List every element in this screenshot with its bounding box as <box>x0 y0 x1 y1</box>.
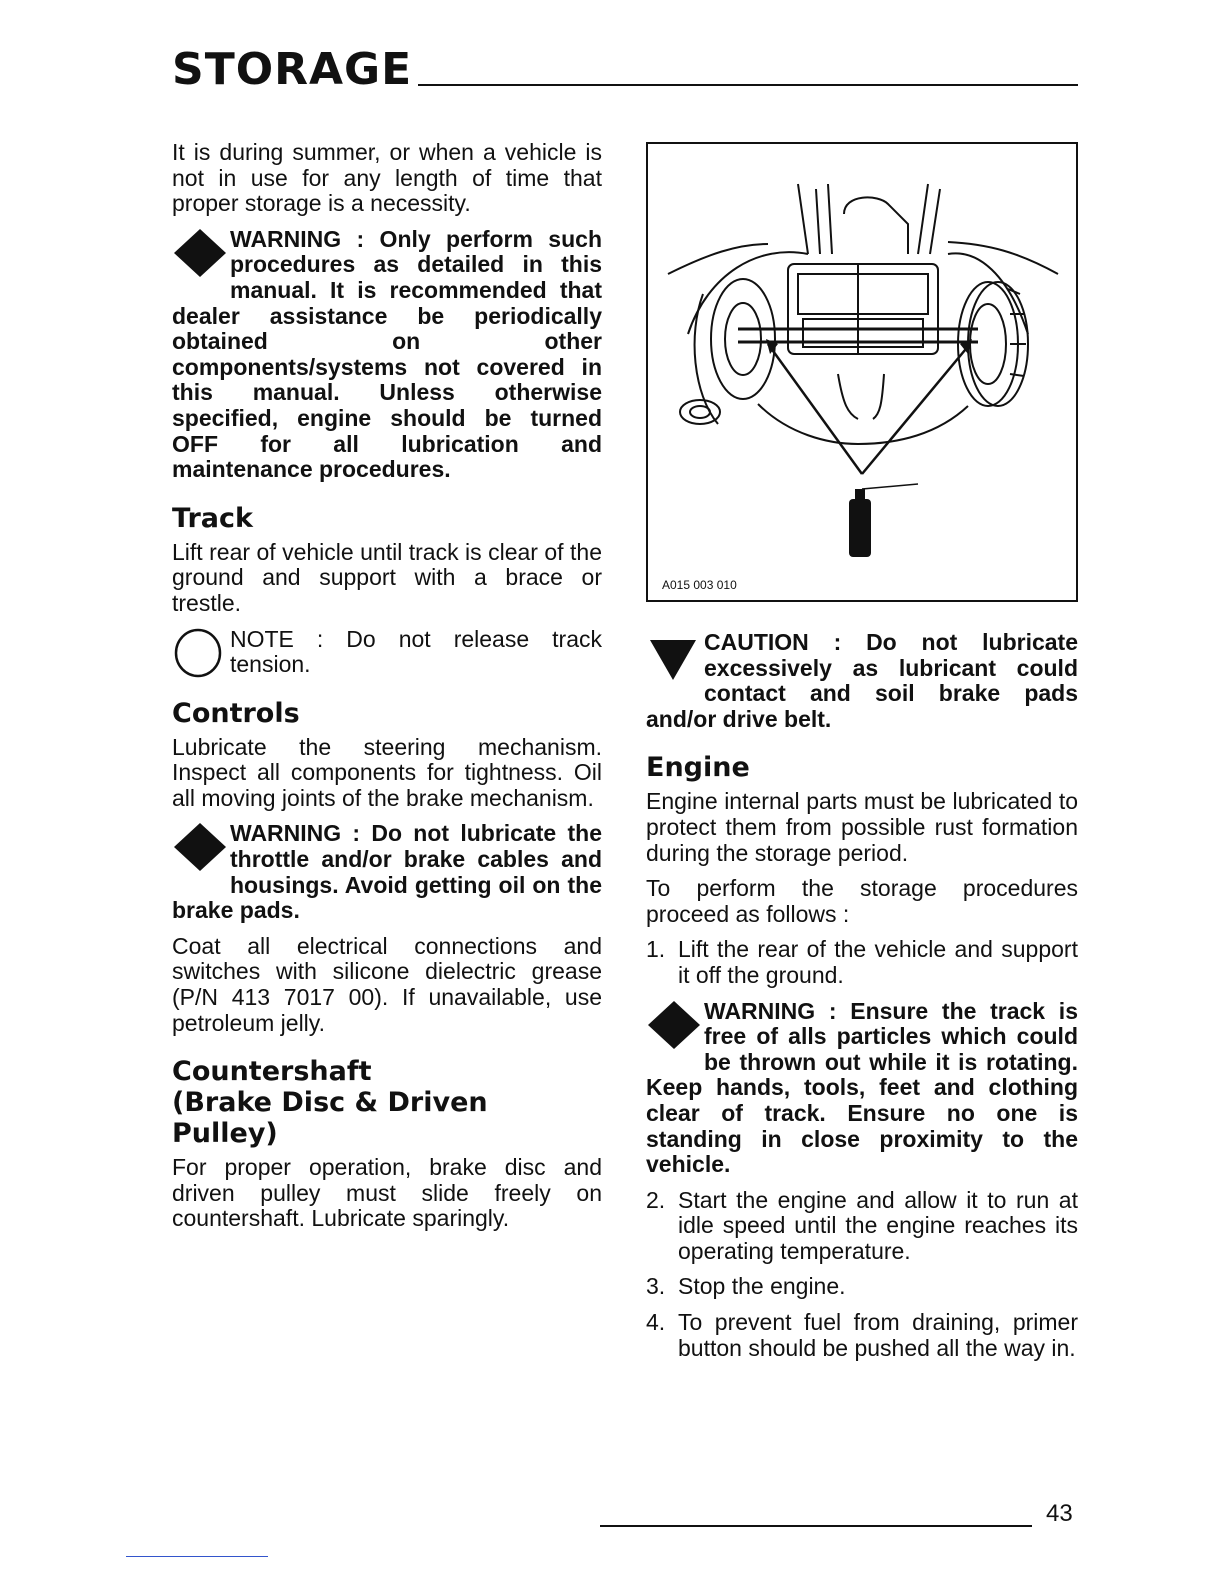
list-item: 4. To prevent fuel from draining, primer button should be pushed all the way in. <box>646 1309 1078 1361</box>
track-paragraph: Lift rear of vehicle until track is clear of the ground and support with a brace or trestle. <box>172 538 602 616</box>
perform-paragraph: To perform the storage procedures proceed as follows : <box>646 875 1078 927</box>
intro-paragraph: It is during summer, or when a vehicle is not in use for any length of time that proper storage is a necessity. <box>172 139 602 217</box>
warning-text-1: WARNING : Only perform such procedures as detailed in this manual. It is recommended that dealer assistance be periodically obtained on other components/systems not covered in this manual. Unless otherwise specified, engine should be turned OFF for all lubrication and maintenance procedures. <box>172 225 602 483</box>
header-rule <box>418 84 1078 86</box>
caution-text: CAUTION : Do not lubricate excessively as lubricant could contact and soil brake pads and/or drive belt. <box>646 629 1078 732</box>
controls-heading: Controls <box>172 697 300 729</box>
procedure-steps-continued <box>646 1188 1078 1362</box>
list-item: 1. Lift the rear of the vehicle and support it off the ground. <box>646 936 1078 988</box>
coat-paragraph: Coat all electrical connections and switches with silicone dielectric grease (P/N 413 7017 00). If unavailable, use petroleum jelly. <box>172 932 602 1036</box>
countershaft-heading: Countershaft <box>172 1056 372 1088</box>
page-header <box>172 44 1078 94</box>
bottom-edge-mark <box>126 1556 268 1557</box>
warning-diamond-icon <box>646 999 704 1051</box>
controls-paragraph: Lubricate the steering mechanism. Inspect all components for tightness. Oil all moving joints of the brake mechanism. <box>172 733 602 811</box>
note-circle-icon <box>172 627 230 679</box>
warning-block-3 <box>646 999 1078 1178</box>
countershaft-paragraph: For proper operation, brake disc and driven pulley must slide freely on countershaft. Lubricate sparingly. <box>172 1154 602 1232</box>
list-item: 3. Stop the engine. <box>646 1273 846 1300</box>
warning-diamond-icon <box>172 821 230 873</box>
page-number: 43 <box>1046 1500 1073 1527</box>
page-title: STORAGE <box>172 44 413 95</box>
footer-rule <box>600 1525 1032 1527</box>
engine-paragraph: Engine internal parts must be lubricated to protect them from possible rust formation during the storage period. <box>646 788 1078 866</box>
note-label: NOTE <box>230 625 294 652</box>
list-item: 2. Start the engine and allow it to run at idle speed until the engine reaches its operating temperature. <box>646 1186 1078 1264</box>
note-text: : Do not release track tension. <box>230 625 602 678</box>
left-column <box>172 140 602 1232</box>
countershaft-illustration <box>648 144 1076 600</box>
right-column <box>646 142 1078 1371</box>
warning-block-1 <box>172 227 602 483</box>
engine-heading: Engine <box>646 752 750 784</box>
countershaft-subheading: (Brake Disc & Driven Pulley) <box>172 1087 488 1150</box>
figure-label: A015 003 010 <box>662 578 737 592</box>
warning-text-3: WARNING : Ensure the track is free of alls particles which could be thrown out while it is rotating. Keep hands, tools, feet and clothing clear of track. Ensure no one is standing in close proximity to the vehicle. <box>646 997 1078 1178</box>
procedure-steps <box>646 937 1078 988</box>
warning-text-2: WARNING : Do not lubricate the throttle and/or brake cables and housings. Avoid getting oil on the brake pads. <box>172 820 602 924</box>
note-block <box>172 627 602 678</box>
track-heading: Track <box>172 502 253 534</box>
warning-block-2 <box>172 821 602 923</box>
warning-diamond-icon <box>172 227 230 279</box>
caution-triangle-icon <box>646 630 704 682</box>
figure-lubrication-diagram <box>646 142 1078 602</box>
caution-block <box>646 630 1078 732</box>
